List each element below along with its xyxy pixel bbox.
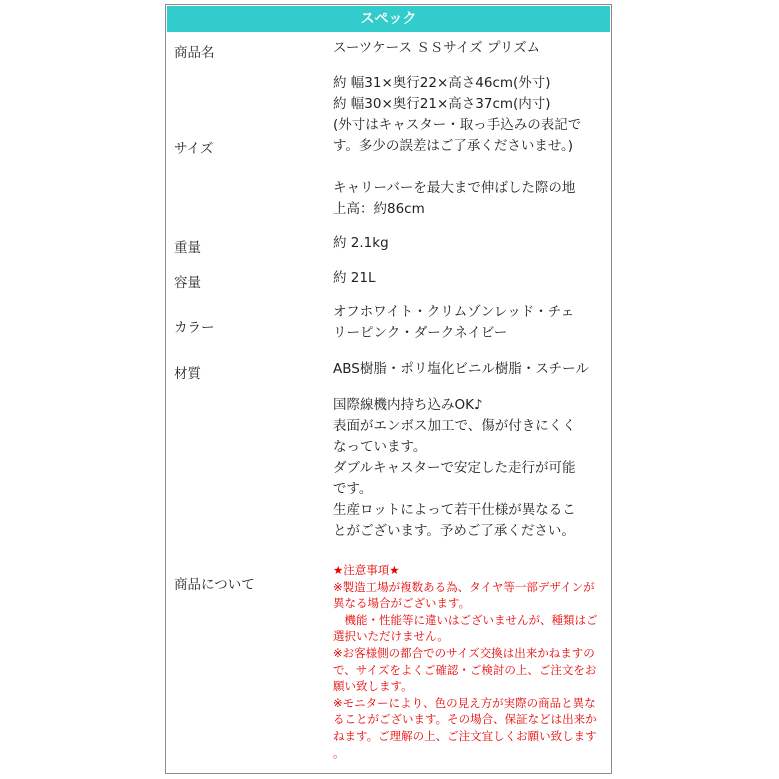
size-value: 約 幅31×奥行22×高さ46cm(外寸) 約 幅30×奥行21×高さ37cm(内寸) (外寸はキャスター・取っ手込みの表記で す。多少の誤差はご了承くださいませ。) キャリーバーを最大まで伸ばした際の地 上高：約86cm [333, 75, 582, 217]
about-label: 商品について [174, 577, 255, 593]
material-label: 材質 [174, 366, 201, 382]
capacity-label: 容量 [174, 275, 201, 291]
about-value: 国際線機内持ち込みOK♪ 表面がエンボス加工で、傷が付きにくく なっています。 ダブルキャスターで安定した走行が可能 です。 生産ロットによって若干仕様が異なるこ とがございます。予めご了承ください。 [333, 397, 576, 539]
weight-label: 重量 [174, 240, 201, 256]
color-value: オフホワイト・クリムゾンレッド・チェ リーピンク・ダークネイビー [333, 304, 575, 341]
size-label: サイズ [174, 141, 214, 157]
spec-header: スペック [167, 6, 610, 32]
color-label: カラー [174, 320, 215, 336]
product-name-label: 商品名 [174, 45, 215, 61]
capacity-value: 約 21L [333, 270, 376, 286]
material-value: ABS樹脂・ポリ塩化ビニル樹脂・スチール [333, 361, 589, 377]
weight-value: 約 2.1kg [333, 235, 389, 251]
spec-table [165, 4, 612, 774]
caution-notes: ★注意事項★ ※製造工場が複数ある為、タイヤ等一部デザインが 異なる場合がございます。 機能・性能等に違いはございませんが、種類はご 選択いただけません。 ※お客様側の都合でのサイズ交換は出来かねますの で、サイズをよくご確認・ご検討の上、ご注文をお 願い致します。 ※モニターにより、色の見え方が実際の商品と異な ることがございます。その場合、保証などは出来か ねます。ご理解の上、ご注文宜しくお願い致します 。 [333, 563, 598, 760]
product-name-value: スーツケース ＳＳサイズ プリズム [333, 40, 541, 56]
